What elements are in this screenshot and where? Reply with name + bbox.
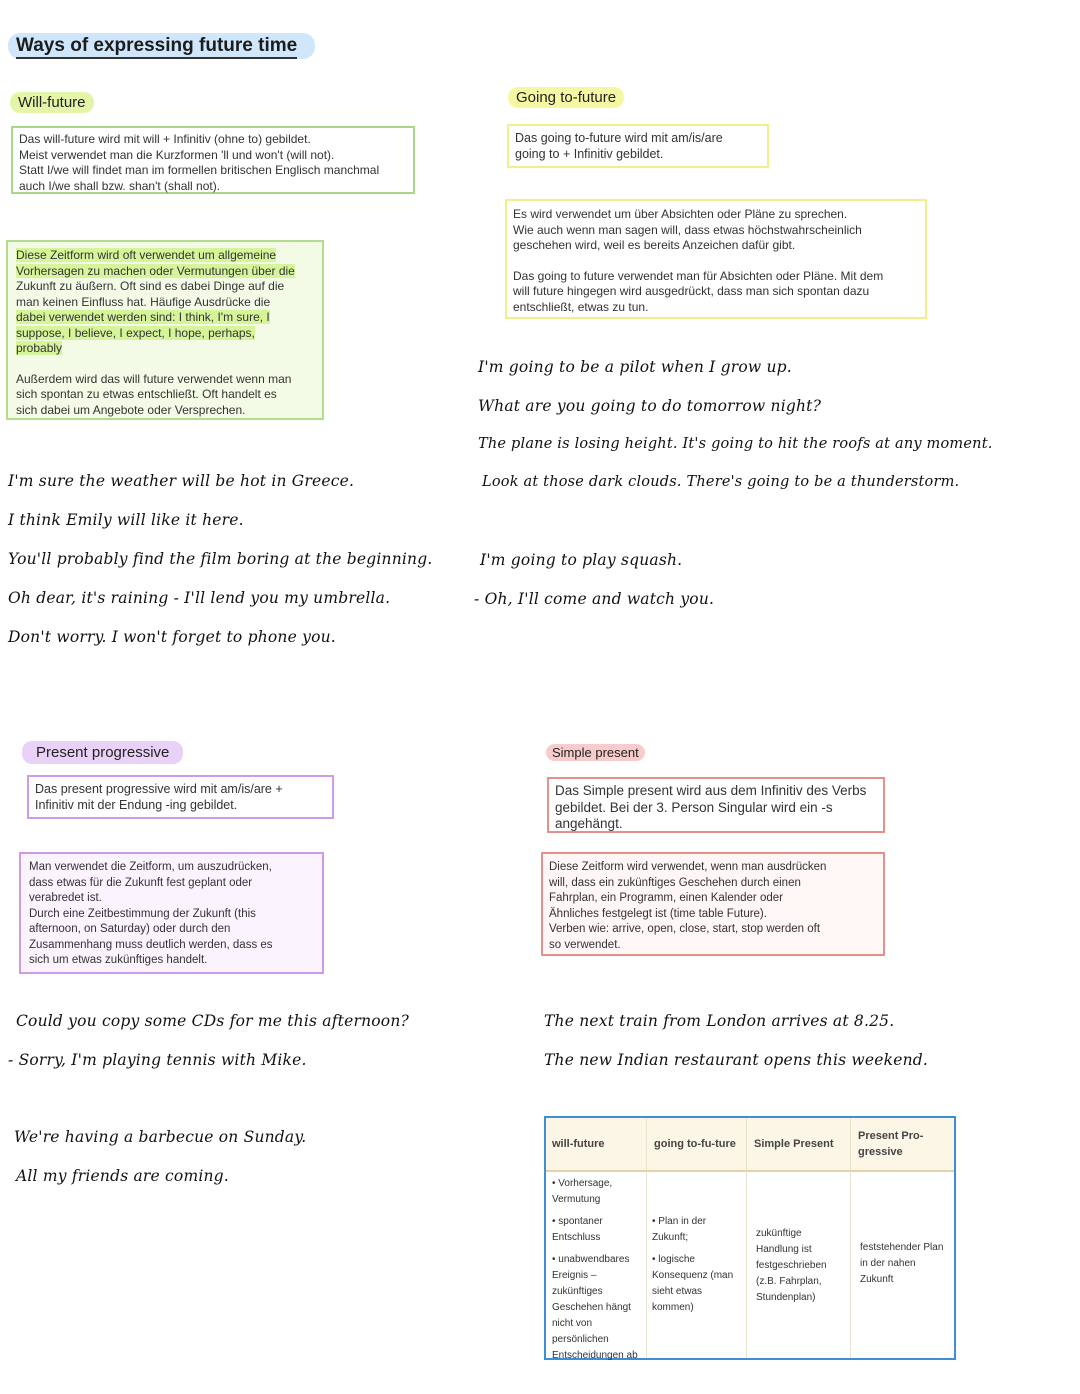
simple-present-tag: Simple present [546,744,645,761]
table-cell: feststehender Plan in der nahen Zukunft [860,1242,944,1285]
table-header-cell: Simple Present [754,1138,834,1150]
text-line: will future hingegen wird ausgedrückt, dass man sich spontan dazu [513,284,870,298]
text-line: Fahrplan, ein Programm, einen Kalender oder [549,892,783,904]
text-line: gebildet. Bei der 3. Person Singular wird ein -s [555,799,833,815]
text-line: Außerdem wird das will future verwendet wenn man [16,371,292,386]
example-sentence: The plane is losing height. It's going to hit the roofs at any moment. [478,436,993,452]
table-cell [646,1170,746,1358]
text-line: Zusammenhang muss deutlich werden, dass es [29,938,273,951]
example-sentence: We're having a barbecue on Sunday. [14,1128,307,1146]
table-cell [546,1170,646,1361]
table-header-cell: will-future [552,1138,605,1150]
going-to-usage-box [505,199,927,319]
text-line: angehängt. [555,816,623,831]
will-future-tag: Will-future [10,92,94,113]
text-line: auch I/we shall bzw. shan't (shall not). [19,178,221,193]
example-sentence: All my friends are coming. [16,1167,229,1185]
example-sentence: You'll probably find the film boring at the beginning. [8,550,433,568]
text-line: Diese Zeitform wird verwendet, wenn man ausdrücken [549,861,827,873]
cell-line: • spontaner Entschluss [552,1216,603,1243]
example-sentence: Could you copy some CDs for me this afternoon? [16,1012,410,1030]
text-line: sich spontan zu etwas entschließt. Oft handelt es [16,387,277,401]
example-sentence: - Sorry, I'm playing tennis with Mike. [8,1051,307,1069]
text-line: suppose, I believe, I expect, I hope, perhaps, [16,325,255,340]
simple-present-formation-box [547,777,885,833]
example-sentence: - Oh, I'll come and watch you. [474,590,715,608]
text-line: afternoon, on Saturday) oder durch den [29,923,231,935]
going-to-future-tag: Going to-future [508,87,624,108]
example-sentence: The next train from London arrives at 8.25. [544,1012,895,1030]
text-line: Es wird verwendet um über Absichten oder Pläne zu sprechen. [513,207,848,221]
table-header-cell: Present Pro-gressive [858,1130,924,1158]
cell-line: • Plan in der Zukunft; [652,1216,707,1243]
text-line: man keinen Einfluss hat. Häufige Ausdrücke die [16,294,271,309]
text-line: Das going to-future wird mit am/is/are [515,131,723,145]
example-sentence: Look at those dark clouds. There's going to be a thunderstorm. [482,474,960,490]
table-cell: zukünftige Handlung ist festgeschrieben (z.B. Fahrplan, Stundenplan) [756,1228,827,1303]
text-line: entschließt, etwas zu tun. [513,299,649,314]
text-line: Das Simple present wird aus dem Infinitiv des Verbs [555,783,867,798]
will-future-formation-box [11,126,415,194]
text-line: will, dass ein zukünftiges Geschehen durch einen [549,876,801,889]
text-line: Wie auch wenn man sagen will, dass etwas höchstwahrscheinlich [513,222,862,237]
page-title: Ways of expressing future time [8,33,315,59]
text-line: Statt I/we will findet man im formellen britischen Englisch manchmal [19,163,380,177]
column-divider [850,1118,851,1358]
present-progressive-tag: Present progressive [22,741,183,764]
text-line: Durch eine Zeitbestimmung der Zukunft (this [29,907,256,920]
text-line: Das will-future wird mit will + Infinitiv (ohne to) gebildet. [19,132,311,146]
text-line: going to + Infinitiv gebildet. [515,147,664,161]
example-sentence: Don't worry. I won't forget to phone you. [8,628,336,646]
text-line: Diese Zeitform wird oft verwendet um allgemeine [16,248,277,262]
example-sentence: Oh dear, it's raining - I'll lend you my umbrella. [8,589,391,607]
cell-line: • logische Konsequenz (man sieht etwas kommen) [652,1254,734,1313]
comparison-table [544,1116,956,1360]
simple-present-usage-box [541,852,885,956]
cell-line: • unabwendbares Ereignis – zukünftiges Geschehen hängt nicht von persönlichen Entscheidungen ab [552,1254,638,1361]
text-line: Infinitiv mit der Endung -ing gebildet. [35,798,238,812]
column-divider [746,1118,747,1358]
text-line: Vorhersagen zu machen oder Vermutungen über die [16,263,295,278]
text-line: Das present progressive wird mit am/is/are + [35,782,283,796]
text-line: Meist verwendet man die Kurzformen 'll und won't (will not). [19,147,335,162]
text-line: verabredet ist. [29,892,102,904]
text-line: Man verwendet die Zeitform, um auszudrücken, [29,861,272,873]
text-line: probably [16,341,63,355]
text-line: sich dabei um Angebote oder Versprechen. [16,402,246,417]
example-sentence: I'm going to play squash. [480,551,683,569]
text-line: dabei verwendet werden sind: I think, I'm sure, I [16,310,270,324]
table-header-cell: going to-fu-ture [654,1138,736,1150]
text-line: dass etwas für die Zukunft fest geplant oder [29,876,253,889]
text-line: geschehen wird, weil es bereits Anzeichen dafür gibt. [513,238,796,252]
cell-line: • Vorhersage, Vermutung [552,1178,613,1205]
text-line: Das going to future verwendet man für Absichten oder Pläne. Mit dem [513,268,884,283]
text-line: Zukunft zu äußern. Oft sind es dabei Dinge auf die [16,279,285,293]
example-sentence: I'm sure the weather will be hot in Greece. [8,472,355,490]
example-sentence: The new Indian restaurant opens this weekend. [544,1051,929,1069]
text-line: sich um etwas zukünftiges handelt. [29,954,208,966]
example-sentence: I think Emily will like it here. [8,511,244,529]
present-progressive-usage-box [19,852,324,974]
example-sentence: I'm going to be a pilot when I grow up. [478,358,792,376]
present-progressive-formation-box [27,775,334,819]
text-line: Ähnliches festgelegt ist (time table Future). [549,907,767,920]
text-line: so verwendet. [549,938,621,951]
going-to-formation-box [507,124,769,168]
text-line: Verben wie: arrive, open, close, start, stop werden oft [549,923,821,935]
will-future-usage-box [6,240,324,420]
example-sentence: What are you going to do tomorrow night? [478,397,822,415]
